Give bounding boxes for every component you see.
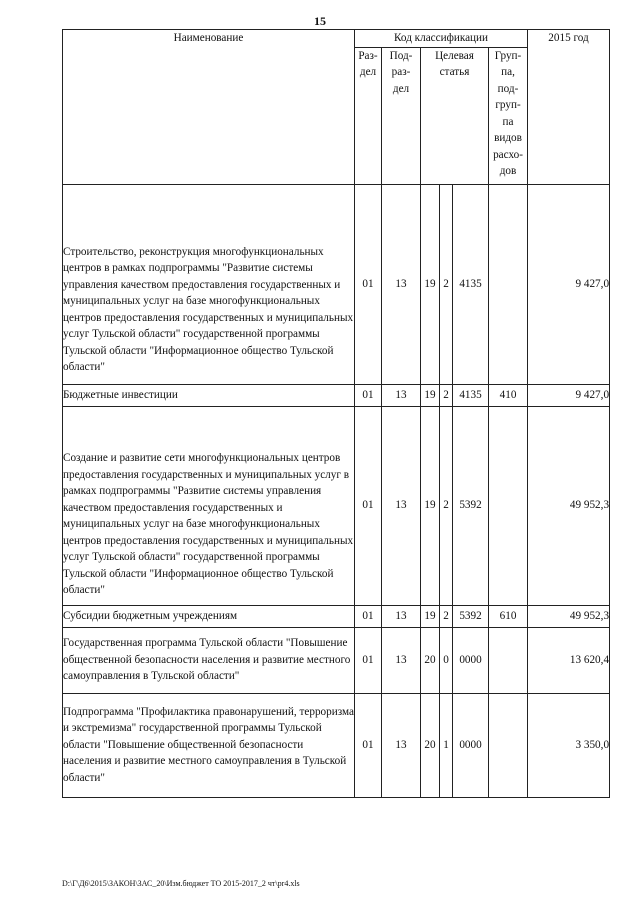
row-target-subprogram: 2 xyxy=(440,184,453,384)
row-name: Государственная программа Тульской области "Повышение общественной безопасности населения и развитие местного самоуправления в Тульской области" xyxy=(63,627,355,693)
row-target-subprogram: 2 xyxy=(440,605,453,627)
column-header-target-article: Целевая статья xyxy=(421,47,489,184)
row-subsection: 13 xyxy=(382,605,421,627)
row-target-program: 20 xyxy=(421,693,440,797)
row-target-direction: 4135 xyxy=(453,384,489,406)
row-target-program: 19 xyxy=(421,184,440,384)
row-section: 01 xyxy=(355,384,382,406)
column-header-name: Наименование xyxy=(63,30,355,185)
row-subsection: 13 xyxy=(382,184,421,384)
row-amount: 9 427,0 xyxy=(528,184,610,384)
table-row xyxy=(63,406,610,605)
table-row xyxy=(63,384,610,406)
row-section: 01 xyxy=(355,693,382,797)
row-name: Субсидии бюджетным учреждениям xyxy=(63,605,355,627)
row-target-direction: 4135 xyxy=(453,184,489,384)
row-name: Бюджетные инвестиции xyxy=(63,384,355,406)
file-path-footer: D:\Г\Д6\2015\ЗАКОН\ЗАС_20\Изм.бюджет ТО 2015-2017_2 чт\pr4.xls xyxy=(62,879,300,888)
row-subsection: 13 xyxy=(382,384,421,406)
column-header-year: 2015 год xyxy=(528,30,610,185)
row-target-direction: 0000 xyxy=(453,693,489,797)
row-target-subprogram: 0 xyxy=(440,627,453,693)
row-target-program: 19 xyxy=(421,605,440,627)
column-header-section: Раз- дел xyxy=(355,47,382,184)
row-target-subprogram: 1 xyxy=(440,693,453,797)
row-subsection: 13 xyxy=(382,627,421,693)
row-amount: 9 427,0 xyxy=(528,384,610,406)
row-expense-group: 410 xyxy=(489,384,528,406)
row-target-program: 20 xyxy=(421,627,440,693)
column-header-classification: Код классификации xyxy=(355,30,528,48)
table-row xyxy=(63,184,610,384)
row-target-subprogram: 2 xyxy=(440,406,453,605)
column-header-subsection: Под- раз- дел xyxy=(382,47,421,184)
row-target-direction: 5392 xyxy=(453,605,489,627)
page-number: 15 xyxy=(314,14,326,28)
table-row xyxy=(63,627,610,693)
row-section: 01 xyxy=(355,627,382,693)
row-subsection: 13 xyxy=(382,406,421,605)
row-name: Создание и развитие сети многофункциональных центров предоставления государственных и муниципальных услуг в рамках подпрограммы "Развитие системы управления качеством предоставления государственных и муниципальных услуг на базе многофункциональных центров предоставления государственных и муниципальных услуг Тульской области" государственной программы Тульской области "Информационное общество Тульской области" xyxy=(63,406,355,605)
column-header-expense-group: Груп- па, под- груп- па видов расхо- дов xyxy=(489,47,528,184)
row-expense-group xyxy=(489,406,528,605)
row-section: 01 xyxy=(355,184,382,384)
row-expense-group xyxy=(489,693,528,797)
row-target-direction: 5392 xyxy=(453,406,489,605)
budget-table xyxy=(62,29,610,798)
row-expense-group xyxy=(489,184,528,384)
row-target-subprogram: 2 xyxy=(440,384,453,406)
row-amount: 13 620,4 xyxy=(528,627,610,693)
row-target-program: 19 xyxy=(421,406,440,605)
table-row xyxy=(63,605,610,627)
row-name: Подпрограмма "Профилактика правонарушений, терроризма и экстремизма" государственной программы Тульской области "Повышение общественной безопасности населения и развитие местного самоуправления в Тульской области" xyxy=(63,693,355,797)
row-expense-group: 610 xyxy=(489,605,528,627)
table-row xyxy=(63,693,610,797)
row-amount: 3 350,0 xyxy=(528,693,610,797)
row-amount: 49 952,3 xyxy=(528,406,610,605)
row-expense-group xyxy=(489,627,528,693)
row-target-program: 19 xyxy=(421,384,440,406)
row-name: Строительство, реконструкция многофункциональных центров в рамках подпрограммы "Развитие системы управления качеством предоставления государственных и муниципальных услуг на базе многофункциональных центров предоставления государственных и муниципальных услуг Тульской области" государственной программы Тульской области "Информационное общество Тульской области" xyxy=(63,184,355,384)
row-amount: 49 952,3 xyxy=(528,605,610,627)
row-section: 01 xyxy=(355,605,382,627)
row-subsection: 13 xyxy=(382,693,421,797)
row-target-direction: 0000 xyxy=(453,627,489,693)
row-section: 01 xyxy=(355,406,382,605)
